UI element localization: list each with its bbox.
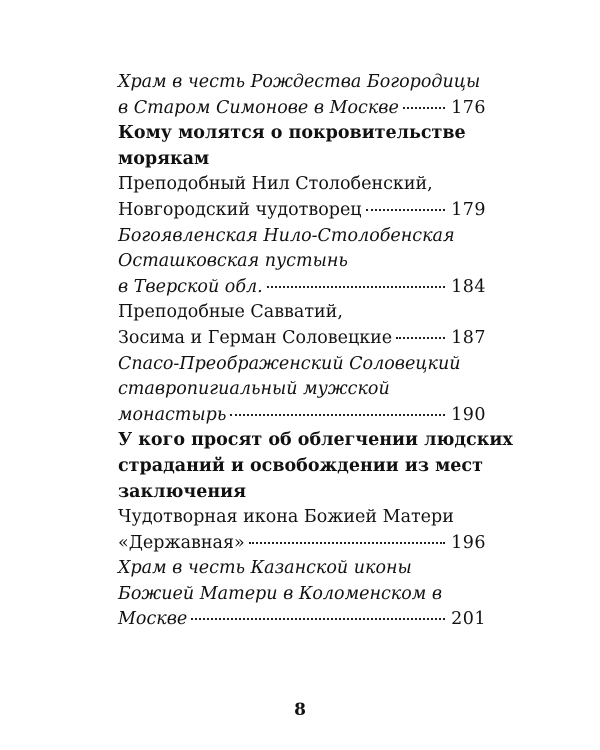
page-reference: 187 [451, 327, 486, 348]
heading-text: У кого просят об облегчении людских [118, 430, 513, 451]
entry-text: в Старом Симонове в Москве [118, 97, 399, 118]
entry-text: «Державная» [118, 532, 245, 553]
entry-text: ставропигиальный мужской [118, 379, 390, 400]
toc-line [118, 70, 486, 96]
toc-section-heading [118, 121, 486, 172]
heading-text: Кому молятся о покровительстве [118, 123, 466, 144]
heading-text: страданий и освобождении из мест [118, 455, 483, 476]
entry-text: Богоявленская Нило-Столобенская [118, 225, 455, 246]
page-reference: 201 [451, 609, 486, 630]
page-reference: 176 [451, 97, 486, 118]
dot-leader [396, 337, 445, 339]
toc-line [118, 377, 486, 403]
entry-text: Божией Матери в Коломенском в [118, 583, 443, 604]
page-reference: 184 [451, 276, 486, 297]
toc-line [118, 582, 486, 608]
entry-text: Преподобные Савватий, [118, 302, 343, 323]
entry-text: Новгородский чудотворец [118, 199, 362, 220]
table-of-contents [118, 70, 513, 633]
entry-text: Храм в честь Казанской иконы [118, 558, 412, 579]
page-reference: 179 [451, 199, 486, 220]
toc-line [118, 172, 486, 198]
toc-line [118, 505, 486, 531]
toc-line [118, 249, 486, 275]
toc-line [118, 326, 486, 352]
toc-entry [118, 352, 486, 429]
page-number: 8 [294, 700, 306, 720]
entry-text: в Тверской обл. [118, 276, 263, 297]
toc-line [118, 96, 486, 122]
toc-line [118, 607, 486, 633]
dot-leader [366, 209, 446, 211]
toc-line [118, 403, 486, 429]
toc-line [118, 531, 486, 557]
toc-entry [118, 70, 486, 121]
toc-line [118, 300, 486, 326]
heading-text: заключения [118, 481, 247, 502]
entry-text: Храм в честь Рождества Богородицы [118, 72, 481, 92]
dot-leader [191, 618, 445, 620]
entry-text: Москве [118, 609, 188, 630]
dot-leader [403, 107, 445, 109]
dot-leader [230, 414, 445, 416]
toc-line [118, 454, 486, 480]
entry-text: Спасо-Преображенский Соловецкий [118, 353, 461, 374]
toc-entry [118, 172, 486, 223]
entry-text: Чудотворная икона Божией Матери [118, 507, 454, 528]
toc-entry [118, 224, 486, 301]
page-reference: 196 [451, 532, 486, 553]
toc-entry [118, 300, 486, 351]
toc-line [118, 275, 486, 301]
toc-entry [118, 556, 486, 633]
dot-leader [267, 286, 445, 288]
page-reference: 190 [451, 404, 486, 425]
dot-leader [249, 542, 445, 544]
heading-text: морякам [118, 148, 210, 169]
toc-section-heading [118, 428, 513, 505]
toc-line [118, 480, 486, 506]
entry-text: Зосима и Герман Соловецкие [118, 327, 393, 348]
toc-line [118, 224, 486, 250]
entry-text: Преподобный Нил Столобенский, [118, 174, 433, 195]
entry-text: Осташковская пустынь [118, 251, 348, 272]
toc-line [118, 147, 486, 173]
toc-line [118, 121, 486, 147]
toc-entry [118, 505, 486, 556]
entry-text: монастырь [118, 404, 227, 425]
toc-line [118, 428, 513, 454]
toc-line [118, 352, 486, 378]
toc-line [118, 556, 486, 582]
toc-line [118, 198, 486, 224]
